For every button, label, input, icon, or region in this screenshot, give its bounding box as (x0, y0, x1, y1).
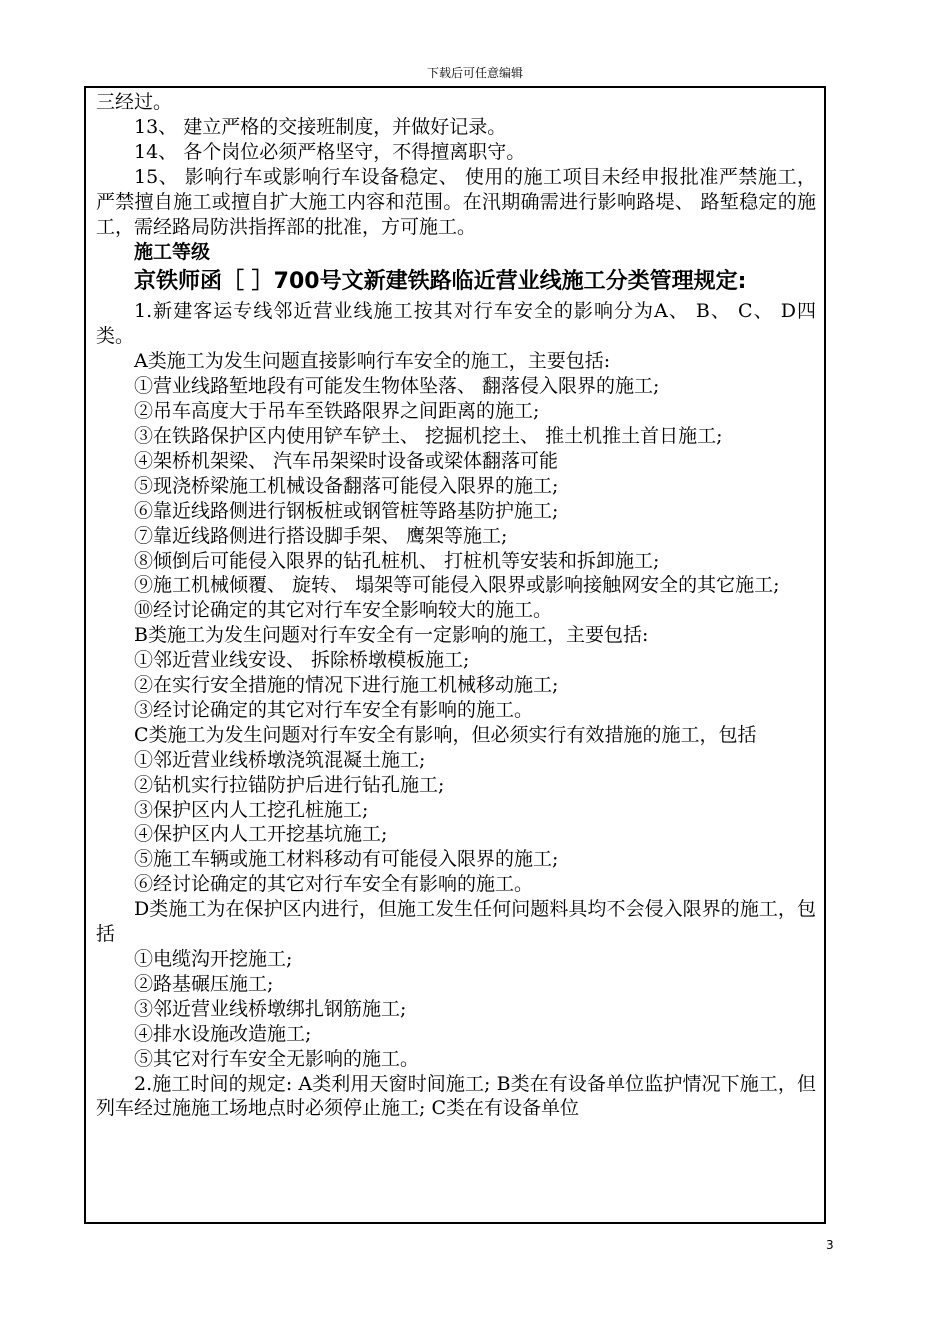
list-item: ①邻近营业线安设、 拆除桥墩模板施工; (134, 649, 470, 672)
list-intro: A类施工为发生问题直接影响行车安全的施工，主要包括: (134, 350, 611, 373)
list-item: ③在铁路保护区内使用铲车铲土、 挖掘机挖土、 推土机推土首日施工; (134, 424, 723, 447)
document-body (96, 90, 816, 1121)
list-item: ⑥经讨论确定的其它对行车安全有影响的施工。 (134, 873, 534, 896)
paragraph: 1.新建客运专线邻近营业线施工按其对行车安全的影响分为A、 B、 C、 D四类。 (96, 300, 816, 348)
regulation-title: 京铁师函［ ］700号文新建铁路临近营业线施工分类管理规定: (134, 269, 747, 295)
list-intro: B类施工为发生问题对行车安全有一定影响的施工，主要包括: (134, 624, 649, 647)
list-item: ①营业线路堑地段有可能发生物体坠落、 翻落侵入限界的施工; (134, 375, 660, 398)
list-item: ⑤其它对行车安全无影响的施工。 (134, 1047, 420, 1070)
list-item: ⑤施工车辆或施工材料移动有可能侵入限界的施工; (134, 848, 559, 871)
paragraph: 13、 建立严格的交接班制度，并做好记录。 (134, 115, 507, 138)
list-item: ②钻机实行拉锚防护后进行钻孔施工; (134, 773, 445, 796)
list-item: ①邻近营业线桥墩浇筑混凝土施工; (134, 748, 426, 771)
list-item: ③经讨论确定的其它对行车安全有影响的施工。 (134, 698, 534, 721)
list-item: ⑦靠近线路侧进行搭设脚手架、 鹰架等施工; (134, 524, 508, 547)
paragraph: 三经过。 (96, 91, 173, 113)
list-item: ③邻近营业线桥墩绑扎钢筋施工; (134, 997, 407, 1020)
paragraph: 14、 各个岗位必须严格坚守，不得擅离职守。 (134, 140, 526, 163)
list-item: ⑥靠近线路侧进行钢板桩或钢管桩等路基防护施工; (134, 499, 559, 522)
list-item: ⑨施工机械倾覆、 旋转、 塌架等可能侵入限界或影响接触网安全的其它施工; (134, 574, 780, 597)
list-item: ⑧倾倒后可能侵入限界的钻孔桩机、 打桩机等安装和拆卸施工; (134, 549, 660, 572)
list-item: ④架桥机架梁、 汽车吊架梁时设备或梁体翻落可能 (134, 449, 559, 472)
list-item: ②吊车高度大于吊车至铁路限界之间距离的施工; (134, 400, 540, 423)
page-header: 下载后可任意编辑 (426, 66, 523, 80)
section-title: 施工等级 (134, 241, 211, 264)
page-number: 3 (826, 1238, 834, 1252)
list-item: ⑩经讨论确定的其它对行车安全影响较大的施工。 (134, 599, 553, 622)
paragraph: 2.施工时间的规定: A类利用天窗时间施工; B类在有设备单位监护情况下施工，但列车经过施施工场地点时必须停止施工; C类在有设备单位 (96, 1072, 816, 1120)
list-intro: C类施工为发生问题对行车安全有影响，但必须实行有效措施的施工，包括 (134, 723, 757, 746)
list-item: ④排水设施改造施工; (134, 1022, 312, 1045)
list-item: ②在实行安全措施的情况下进行施工机械移动施工; (134, 674, 559, 697)
list-item: ③保护区内人工挖孔桩施工; (134, 798, 369, 821)
list-item: ①电缆沟开挖施工; (134, 948, 293, 970)
list-item: ⑤现浇桥梁施工机械设备翻落可能侵入限界的施工; (134, 474, 559, 497)
list-item: ②路基碾压施工; (134, 972, 274, 995)
list-intro: D类施工为在保护区内进行，但施工发生任何问题料具均不会侵入限界的施工，包括 (96, 898, 816, 946)
document-frame (84, 86, 826, 1224)
paragraph: 15、 影响行车或影响行车设备稳定、 使用的施工项目未经申报批准严禁施工，严禁擅自施工或擅自扩大施工内容和范围。在汛期确需进行影响路堤、 路堑稳定的施工，需经路局防洪指挥部的批准，方可施工。 (96, 165, 816, 238)
list-item: ④保护区内人工开挖基坑施工; (134, 823, 388, 846)
